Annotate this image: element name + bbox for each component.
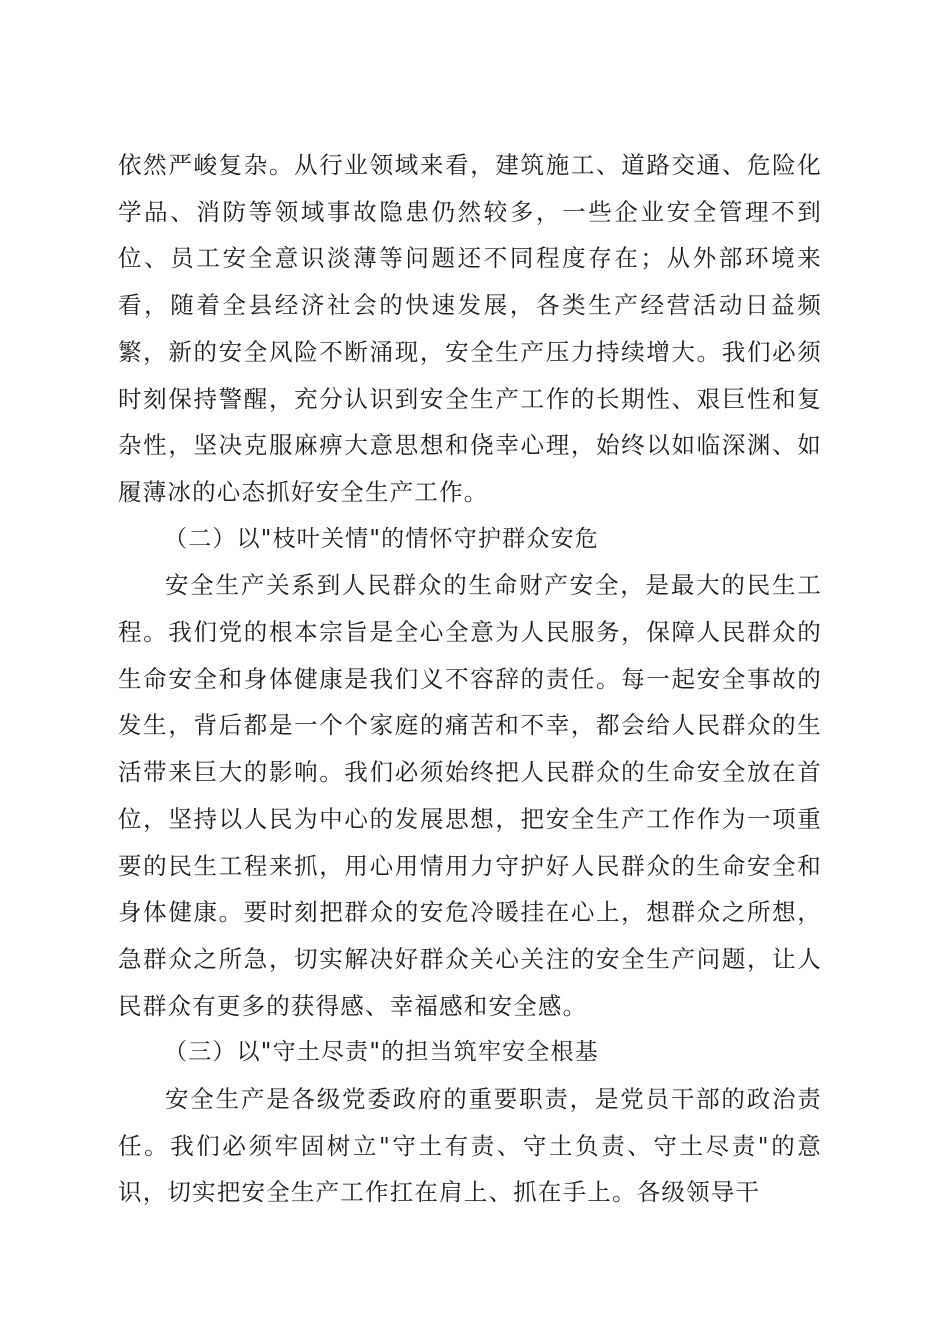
body-paragraph-section-2: 安全生产关系到人民群众的生命财产安全，是最大的民生工程。我们党的根本宗旨是全心全意为人民服务，保障人民群众的生命安全和身体健康是我们义不容辞的责任。每一起安全事故的发生，背后都是一个个家庭的痛苦和不幸，都会给人民群众的生活带来巨大的影响。我们必须始终把人民群众的生命安全放在首位，坚持以人民为中心的发展思想，把安全生产工作作为一项重要的民生工程来抓，用心用情用力守护好人民群众的生命安全和身体健康。要时刻把群众的安危冷暖挂在心上，想群众之所想，急群众之所急，切实解决好群众关心关注的安全生产问题，让人民群众有更多的获得感、幸福感和安全感。 [118,571,822,1020]
section-heading-2: （二）以"枝叶关情"的情怀守护群众安危 [164,525,599,552]
body-paragraph-continued: 依然严峻复杂。从行业领域来看，建筑施工、道路交通、危险化学品、消防等领域事故隐患仍然较多，一些企业安全管理不到位、员工安全意识淡薄等问题还不同程度存在；从外部环境来看，随着全县经济社会的快速发展，各类生产经营活动日益频繁，新的安全风险不断涌现，安全生产压力持续增大。我们必须时刻保持警醒，充分认识到安全生产工作的长期性、艰巨性和复杂性，坚决克服麻痹大意思想和侥幸心理，始终以如临深渊、如履薄冰的心态抓好安全生产工作。 [118,151,822,506]
section-heading-3: （三）以"守土尽责"的担当筑牢安全根基 [164,1039,599,1066]
body-paragraph-section-3: 安全生产是各级党委政府的重要职责，是党员干部的政治责任。我们必须牢固树立"守土有责、守土负责、守土尽责"的意识，切实把安全生产工作扛在肩上、抓在手上。各级领导干 [118,1085,822,1207]
document-page [118,142,822,1216]
